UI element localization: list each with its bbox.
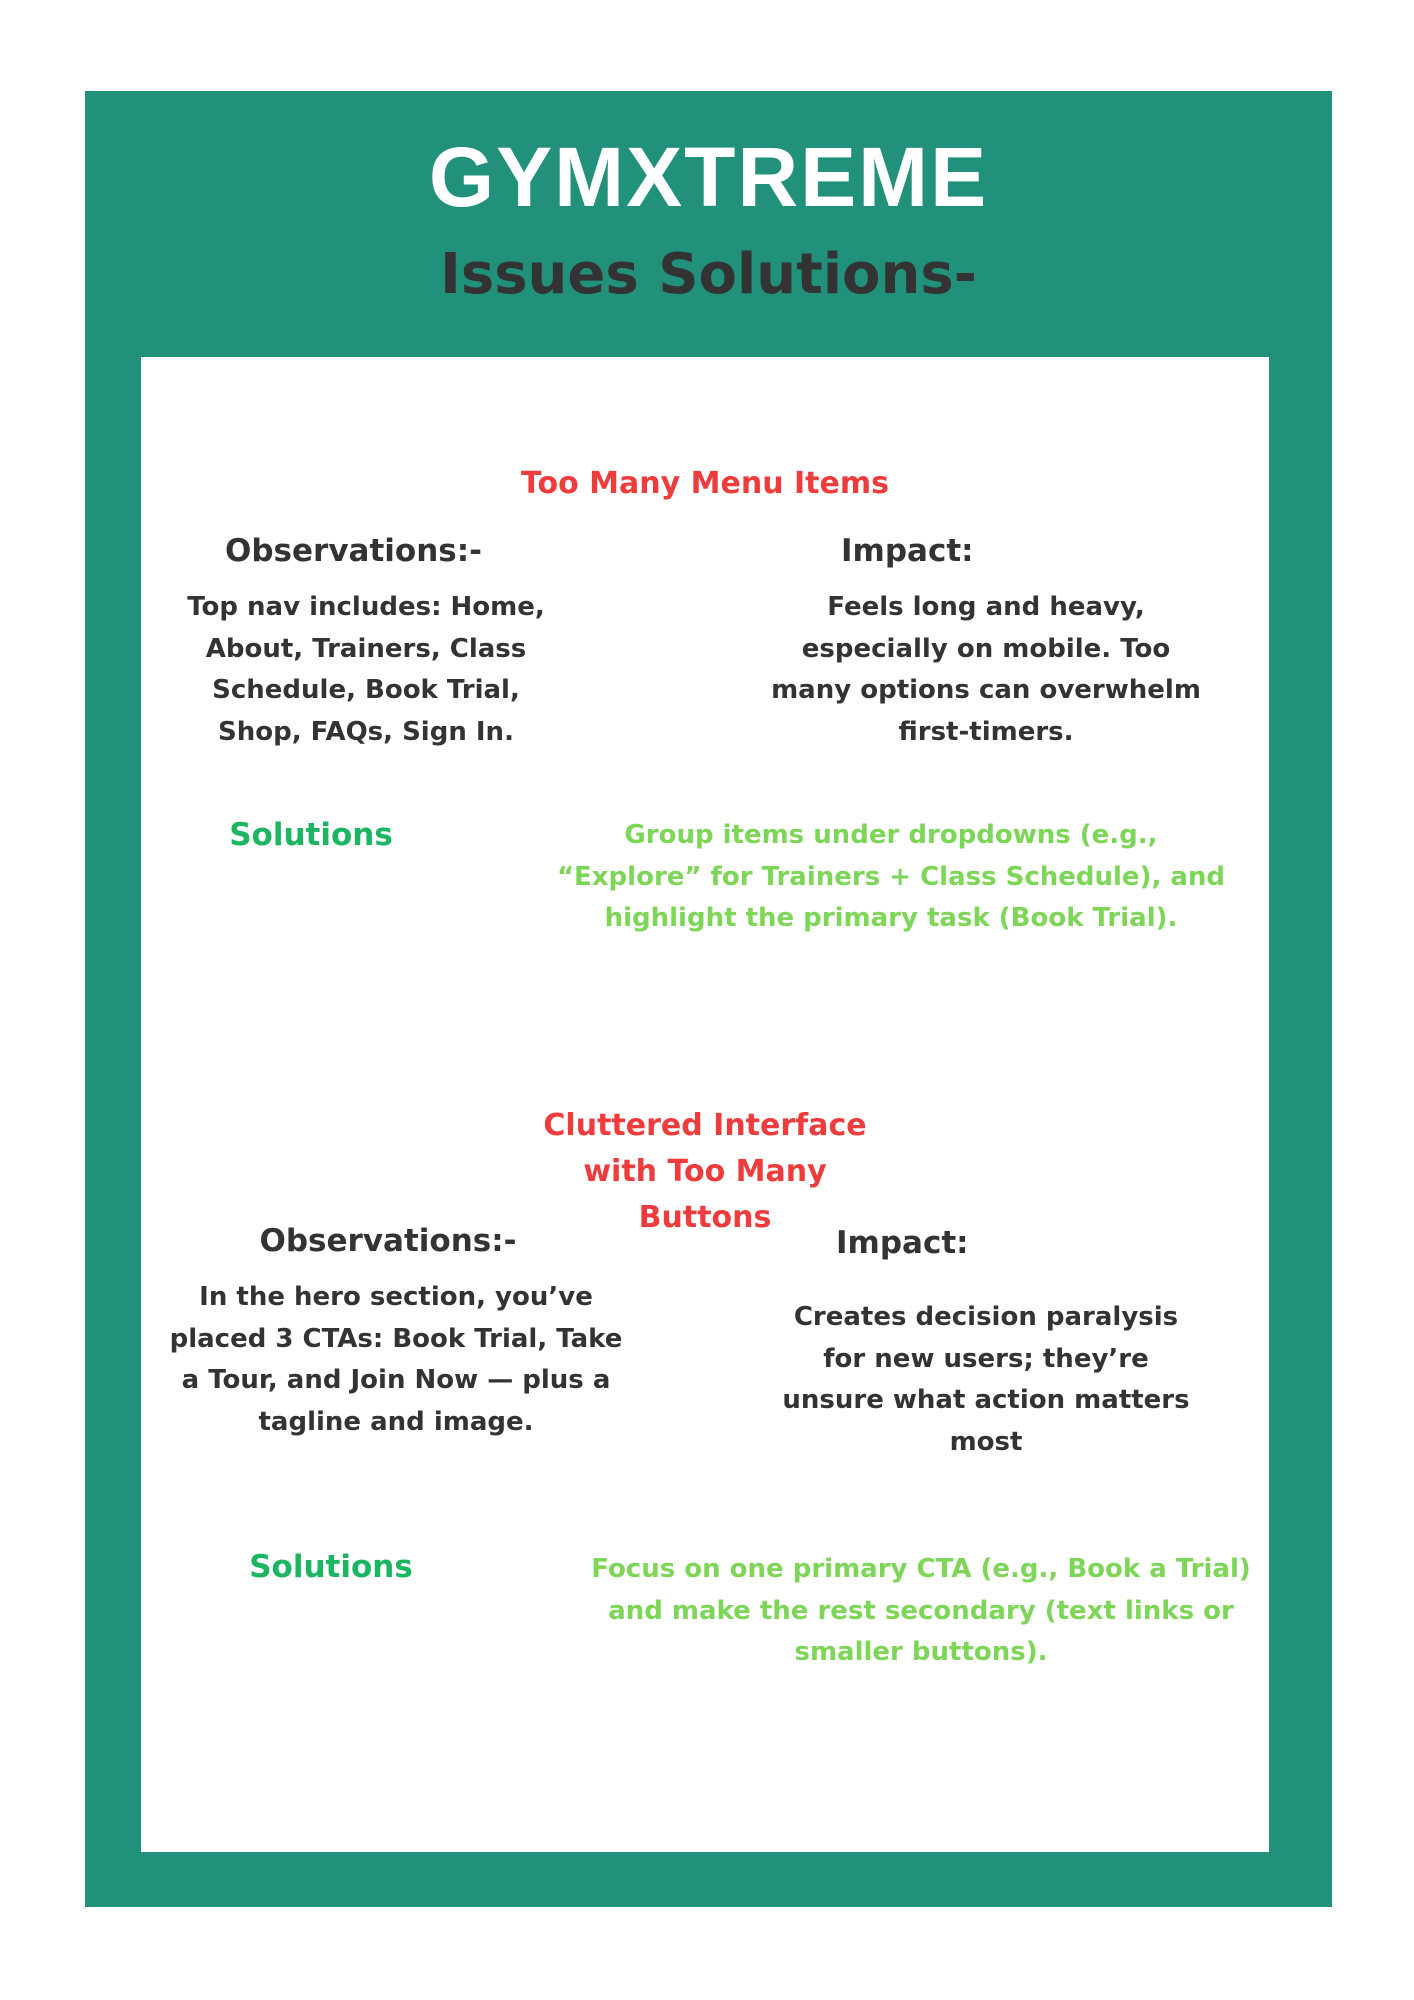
page-subtitle: Issues Solutions-: [440, 242, 977, 307]
solutions-heading: Solutions: [249, 1549, 413, 1585]
observations-text: In the hero section, you’ve placed 3 CTAs: Book Trial, Take a Tour, and Join Now — plus a tagline and image.: [169, 1282, 623, 1437]
observations-heading: Observations:-: [259, 1223, 517, 1259]
solutions-heading: Solutions: [229, 817, 393, 853]
impact-heading: Impact:: [841, 533, 974, 569]
issue-title: Too Many Menu Items: [521, 466, 889, 501]
observations-text: Top nav includes: Home, About, Trainers, Class Schedule, Book Trial, Shop, FAQs, Sign In.: [187, 592, 545, 747]
observations-heading: Observations:-: [225, 533, 482, 569]
solutions-text: Focus on one primary CTA (e.g., Book a Trial) and make the rest secondary (text links or smaller buttons).: [591, 1554, 1251, 1667]
issue-title: Cluttered Interface with Too Many Buttons: [543, 1108, 867, 1235]
impact-heading: Impact:: [836, 1225, 969, 1261]
solutions-text: Group items under dropdowns (e.g., “Explore” for Trainers + Class Schedule), and highlight the primary task (Book Trial).: [556, 820, 1226, 933]
brand-title: GYMXTREME: [428, 130, 989, 224]
impact-text: Feels long and heavy, especially on mobile. Too many options can overwhelm first-timers.: [771, 592, 1201, 747]
impact-text: Creates decision paralysis for new users; they’re unsure what action matters most: [782, 1302, 1190, 1457]
content-card: [141, 357, 1269, 1852]
page-frame: [85, 91, 1332, 1907]
